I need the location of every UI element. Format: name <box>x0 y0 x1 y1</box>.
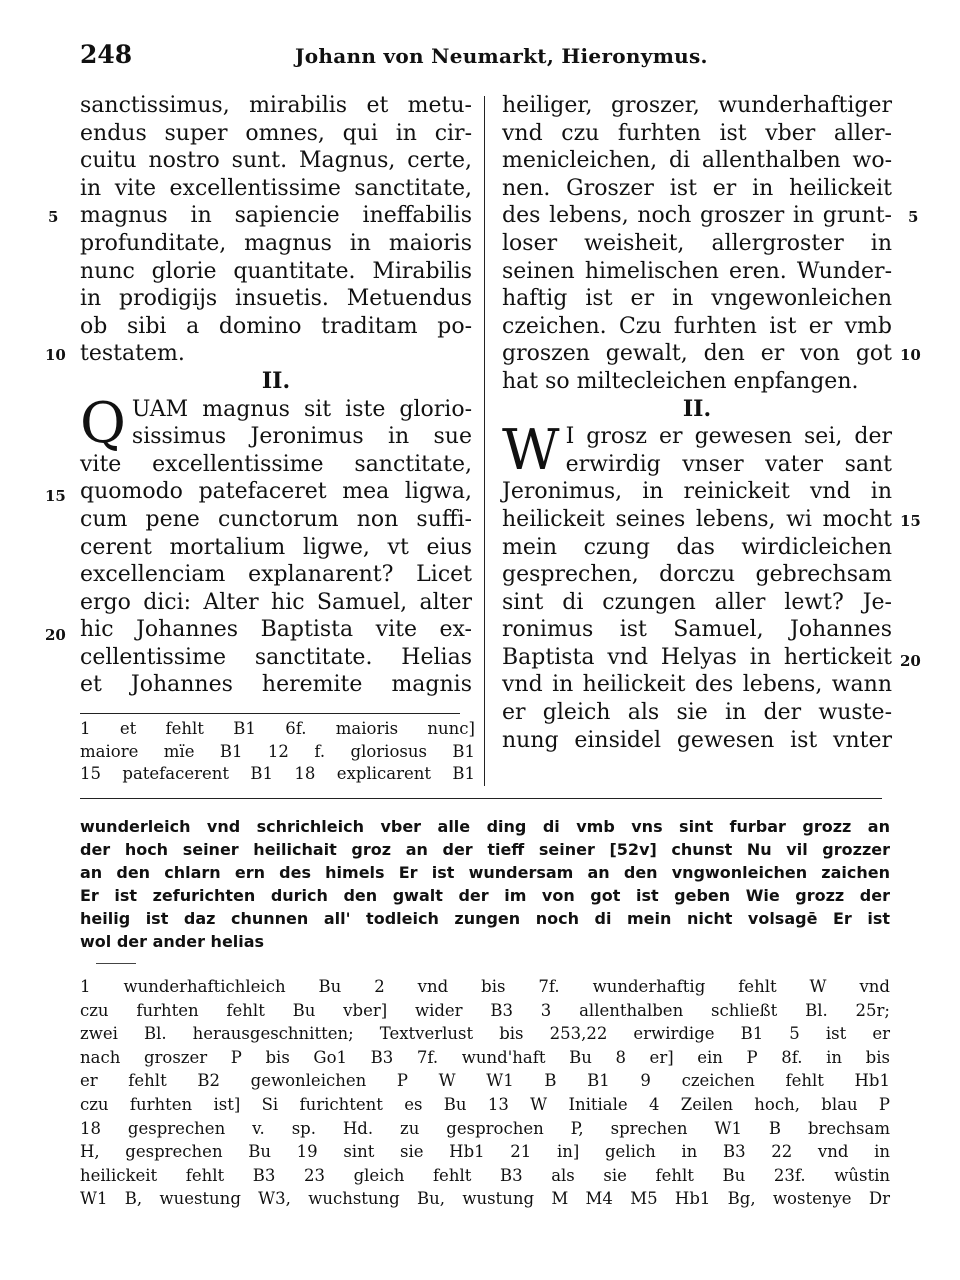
latin-line: ergo dici: Alter hic Samuel, alter <box>80 589 472 615</box>
latin-line: in prodigijs insuetis. Metuendus <box>80 286 472 312</box>
column-divider <box>484 96 485 786</box>
latin-line: sissimus Jeronimus in sue <box>131 424 472 450</box>
latin-line: cellentissime sanctitate. Helias <box>80 644 472 670</box>
section-rule <box>80 798 882 799</box>
line-number: 20 <box>45 626 66 644</box>
latin-line: et Johannes heremite magnis <box>80 672 472 698</box>
footnote-rule <box>96 963 136 964</box>
line-number: 15 <box>45 487 66 505</box>
apparatus-line: heilickeit fehlt B3 23 gleich fehlt B3 als sie fehlt Bu 23f. wûstin <box>80 1165 890 1185</box>
apparatus-line: zwei Bl. herausgeschnitten; Textverlust bis 253,22 erwirdige B1 5 ist er <box>80 1024 890 1044</box>
page-number: 248 <box>80 40 133 69</box>
german-line: czeichen. Czu furhten ist er vmb <box>502 313 892 339</box>
german-line: loser weisheit, allergroster in <box>502 230 892 256</box>
german-line: menicleichen, di allenthalben wo- <box>502 148 892 174</box>
variant-line: wol der ander helias <box>80 932 265 951</box>
footnote-rule <box>80 713 460 714</box>
german-line: sint di czungen aller lewt? Je- <box>502 589 892 615</box>
running-title: Johann von Neumarkt, Hieronymus. <box>295 44 708 68</box>
german-line: vnd in heilickeit des lebens, wann <box>502 672 892 698</box>
german-line: vnd czu furhten ist vber aller- <box>502 120 892 146</box>
latin-line: cum pene cunctorum non suffi- <box>80 506 472 532</box>
line-number: 15 <box>900 512 921 530</box>
german-line: I grosz er gewesen sei, der <box>565 424 892 450</box>
variant-text <box>80 815 890 953</box>
german-line: gesprechen, dorczu gebrechsam <box>502 562 892 588</box>
latin-line: profunditate, magnus in maioris <box>80 230 472 256</box>
apparatus-line: nach groszer P bis Go1 B3 7f. wund'haft Bu 8 er] ein P 8f. in bis <box>80 1047 890 1067</box>
variant-line: heilig ist daz chunnen all' todleich zungen noch di mein nicht volsagē Er ist <box>80 909 890 928</box>
german-line: groszen gewalt, den er von got <box>502 341 892 367</box>
german-line: Baptista vnd Helyas in hertickeit <box>502 644 892 670</box>
apparatus-line: czu furhten fehlt Bu vber] wider B3 3 allenthalben schließt Bl. 25r; <box>80 1000 890 1020</box>
german-line: erwirdig vnser vater sant <box>565 451 892 477</box>
apparatus-line: 15 patefacerent B1 18 explicarent B1 <box>80 764 475 783</box>
german-line: er gleich als sie in der wuste- <box>502 700 892 726</box>
latin-line: testatem. <box>80 341 185 367</box>
drop-capital: Q <box>80 390 126 456</box>
variant-line: wunderleich vnd schrichleich vber alle ding di vmb vns sint furbar grozz an <box>80 817 890 836</box>
section-heading: II. <box>682 395 712 422</box>
line-number: 10 <box>45 346 66 364</box>
german-line: haftig ist er in vngewonleichen <box>502 286 892 312</box>
variant-line: der hoch seiner heilichait groz an der tieff seiner [52v] chunst Nu vil grozzer <box>80 840 890 859</box>
apparatus-line: H, gesprechen Bu 19 sint sie Hb1 21 in] gelich in B3 22 vnd in <box>80 1142 890 1162</box>
latin-column <box>80 92 472 699</box>
line-number: 20 <box>900 652 921 670</box>
apparatus-line: czu furhten ist] Si furichtent es Bu 13 W Initiale 4 Zeilen hoch, blau P <box>80 1094 890 1114</box>
german-line: hat so miltecleichen enpfangen. <box>502 368 859 394</box>
german-line: heiliger, groszer, wunderhaftiger <box>502 93 892 118</box>
german-line: seinen himelischen eren. Wunder- <box>502 258 892 284</box>
german-line: Jeronimus, in reinickeit vnd in <box>502 479 892 505</box>
latin-apparatus <box>80 713 475 786</box>
german-line: nung einsidel gewesen ist vnter <box>502 727 892 753</box>
variant-line: Er ist zefurichten durich den gwalt der im von got ist geben Wie grozz der <box>80 886 890 905</box>
german-line: des lebens, noch groszer in grunt- <box>502 203 892 229</box>
latin-line: nunc glorie quantitate. Mirabilis <box>80 258 472 284</box>
german-line: ronimus ist Samuel, Johannes <box>502 617 892 643</box>
apparatus-line: er fehlt B2 gewonleichen P W W1 B B1 9 czeichen fehlt Hb1 <box>80 1071 890 1091</box>
german-line: nen. Groszer ist er in heilickeit <box>502 175 892 201</box>
latin-line: magnus in sapiencie ineffabilis <box>80 203 472 229</box>
latin-line: vite excellentissime sanctitate, <box>80 451 472 477</box>
section-heading: II. <box>261 367 291 394</box>
drop-capital: W <box>502 418 560 484</box>
apparatus-line: W1 B, wuestung W3, wuchstung Bu, wustung M M4 M5 Hb1 Bg, wostenye Dr <box>80 1189 890 1209</box>
german-line: mein czung das wirdicleichen <box>502 534 892 560</box>
line-number: 5 <box>48 208 59 226</box>
latin-line: UAM magnus sit iste glorio- <box>131 396 472 422</box>
page-header <box>80 38 890 74</box>
german-apparatus <box>80 975 890 1211</box>
latin-line: in vite excellentissime sanctitate, <box>80 175 472 201</box>
latin-line: hic Johannes Baptista vite ex- <box>80 617 472 643</box>
apparatus-line: maiore mïe B1 12 f. gloriosus B1 <box>80 741 475 761</box>
latin-line: quomodo patefaceret mea ligwa, <box>80 479 472 505</box>
apparatus-line: 18 gesprechen v. sp. Hd. zu gesprochen P, sprechen W1 B brechsam <box>80 1118 890 1138</box>
apparatus-line: 1 et fehlt B1 6f. maioris nunc] <box>80 719 475 738</box>
latin-line: cerent mortalium ligwe, vt eius <box>80 534 472 560</box>
apparatus-line: 1 wunderhaftichleich Bu 2 vnd bis 7f. wunderhaftig fehlt W vnd <box>80 977 890 996</box>
variant-line: an den chlarn ern des himels Er ist wundersam an den vngwonleichen zaichen <box>80 863 890 882</box>
latin-line: endus super omnes, qui in cir- <box>80 120 472 146</box>
german-column <box>502 92 892 754</box>
latin-line: ob sibi a domino traditam po- <box>80 313 472 339</box>
latin-line: cuitu nostro sunt. Magnus, certe, <box>80 148 472 174</box>
latin-line: sanctissimus, mirabilis et metu- <box>80 93 472 118</box>
line-number: 5 <box>908 208 919 226</box>
latin-line: excellenciam explanarent? Licet <box>80 562 472 588</box>
german-line: heilickeit seines lebens, wi mocht <box>502 506 892 532</box>
line-number: 10 <box>900 346 921 364</box>
